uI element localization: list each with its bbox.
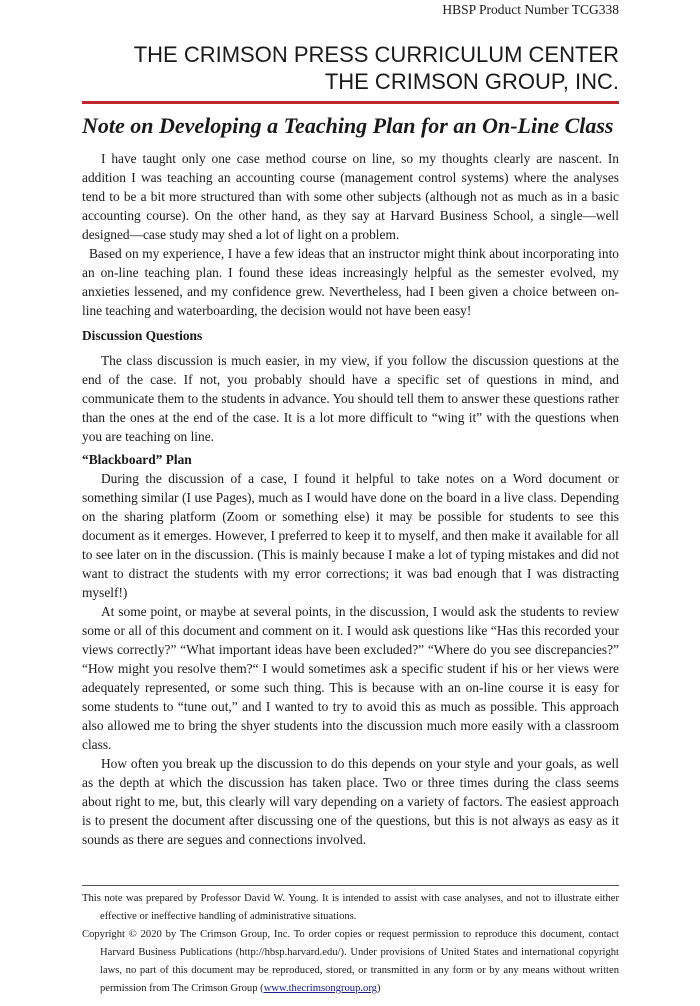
document-body: [82, 149, 619, 849]
document-title: Note on Developing a Teaching Plan for an On-Line Class: [82, 113, 614, 138]
footer: [82, 890, 619, 998]
paragraph: During the discussion of a case, I found it helpful to take notes on a Word document or something similar (I use Pages), much as I would have done on the board in a live class. Depending on the sharing platform (Zoom or something else) it may be possible for students to see this document as it emerges. However, I preferred to keep it to myself, and then make it available for all to see later on in the discussion. (This is mainly because I make a lot of typing mistakes and did not want to distract the students with my error corrections; it was bad enough that I was distracting myself!): [82, 471, 619, 600]
paragraph: How often you break up the discussion to do this depends on your style and your goals, as well as the depth at which the discussion has taken place. Two or three times during the class seems about right to me, but, this clearly will vary depending on a variety of factors. The easiest approach is to present the document after discussing one of the questions, but this is not always as easy as it sounds as there are segues and connections involved.: [82, 756, 619, 847]
paragraph: The class discussion is much easier, in my view, if you follow the discussion questions at the end of the case. If not, you probably should have a specific set of questions in mind, and communicate them to the students in advance. You should tell them to answer these questions rather than the ones at the end of the case. It is a lot more difficult to “wing it” with the questions when you are teaching on line.: [82, 353, 619, 444]
footer-note: This note was prepared by Professor David W. Young. It is intended to assist with case analyses, and not to illustrate either effective or ineffective handling of administrative situations.: [82, 893, 619, 922]
header-rule: [82, 101, 619, 104]
org-name-line1: THE CRIMSON PRESS CURRICULUM CENTER: [133, 42, 619, 67]
paragraph: At some point, or maybe at several points, in the discussion, I would ask the students to review some or all of this document and comment on it. I would ask questions like “Has this recorded your views correctly?” “What important ideas have been excluded?” “Where do you see discrepancies?” “How might you resolve them?“ I would sometimes ask a specific student if his or her views were adequately represented, or some such thing. This is because with an on-line course it is easy for some students to “tune out,” and I wanted to try to avoid this as much as possible. This approach also allowed me to bring the shyer students into the discussion much more easily with a classroom class.: [82, 604, 619, 752]
document-header: [82, 0, 619, 149]
section-heading: Discussion Questions: [82, 328, 203, 343]
paragraph: Based on my experience, I have a few ideas that an instructor might think about incorporating into an on-line teaching plan. I found these ideas increasingly helpful as the semester evolved, my anxieties lessened, and my confidence grew. Nevertheless, had I been given a choice between on-line teaching and waterboarding, the decision would not have been easy!: [82, 246, 619, 318]
org-name-line2: THE CRIMSON GROUP, INC.: [324, 69, 619, 94]
product-number: HBSP Product Number TCG338: [442, 2, 619, 17]
website-link[interactable]: www.thecrimsongroup.org: [263, 983, 377, 994]
paragraph: I have taught only one case method course on line, so my thoughts clearly are nascent. In addition I was teaching an accounting course (management control systems) where the analyses tend to be a bit more structured than with some other subjects (although not as much as in a basic accounting course). On the other hand, as they say at Harvard Business School, a single—well designed—case study may shed a lot of light on a problem.: [82, 151, 619, 242]
copyright-text: Copyright © 2020 by The Crimson Group, Inc. To order copies or request permission to reproduce this document, contact Harvard Business Publications (http://hbsp.harvard.edu/). Under provisions of United States and international copyright laws, no part of this document may be reproduced, stored, or transmitted in any form or by any means without written permission from The Crimson Group (: [82, 929, 619, 994]
section-heading: “Blackboard” Plan: [82, 452, 192, 467]
copyright-close: ): [376, 983, 381, 994]
footer-rule: [82, 885, 619, 1006]
document-page: [82, 0, 619, 1006]
footer-copyright: [82, 926, 619, 998]
